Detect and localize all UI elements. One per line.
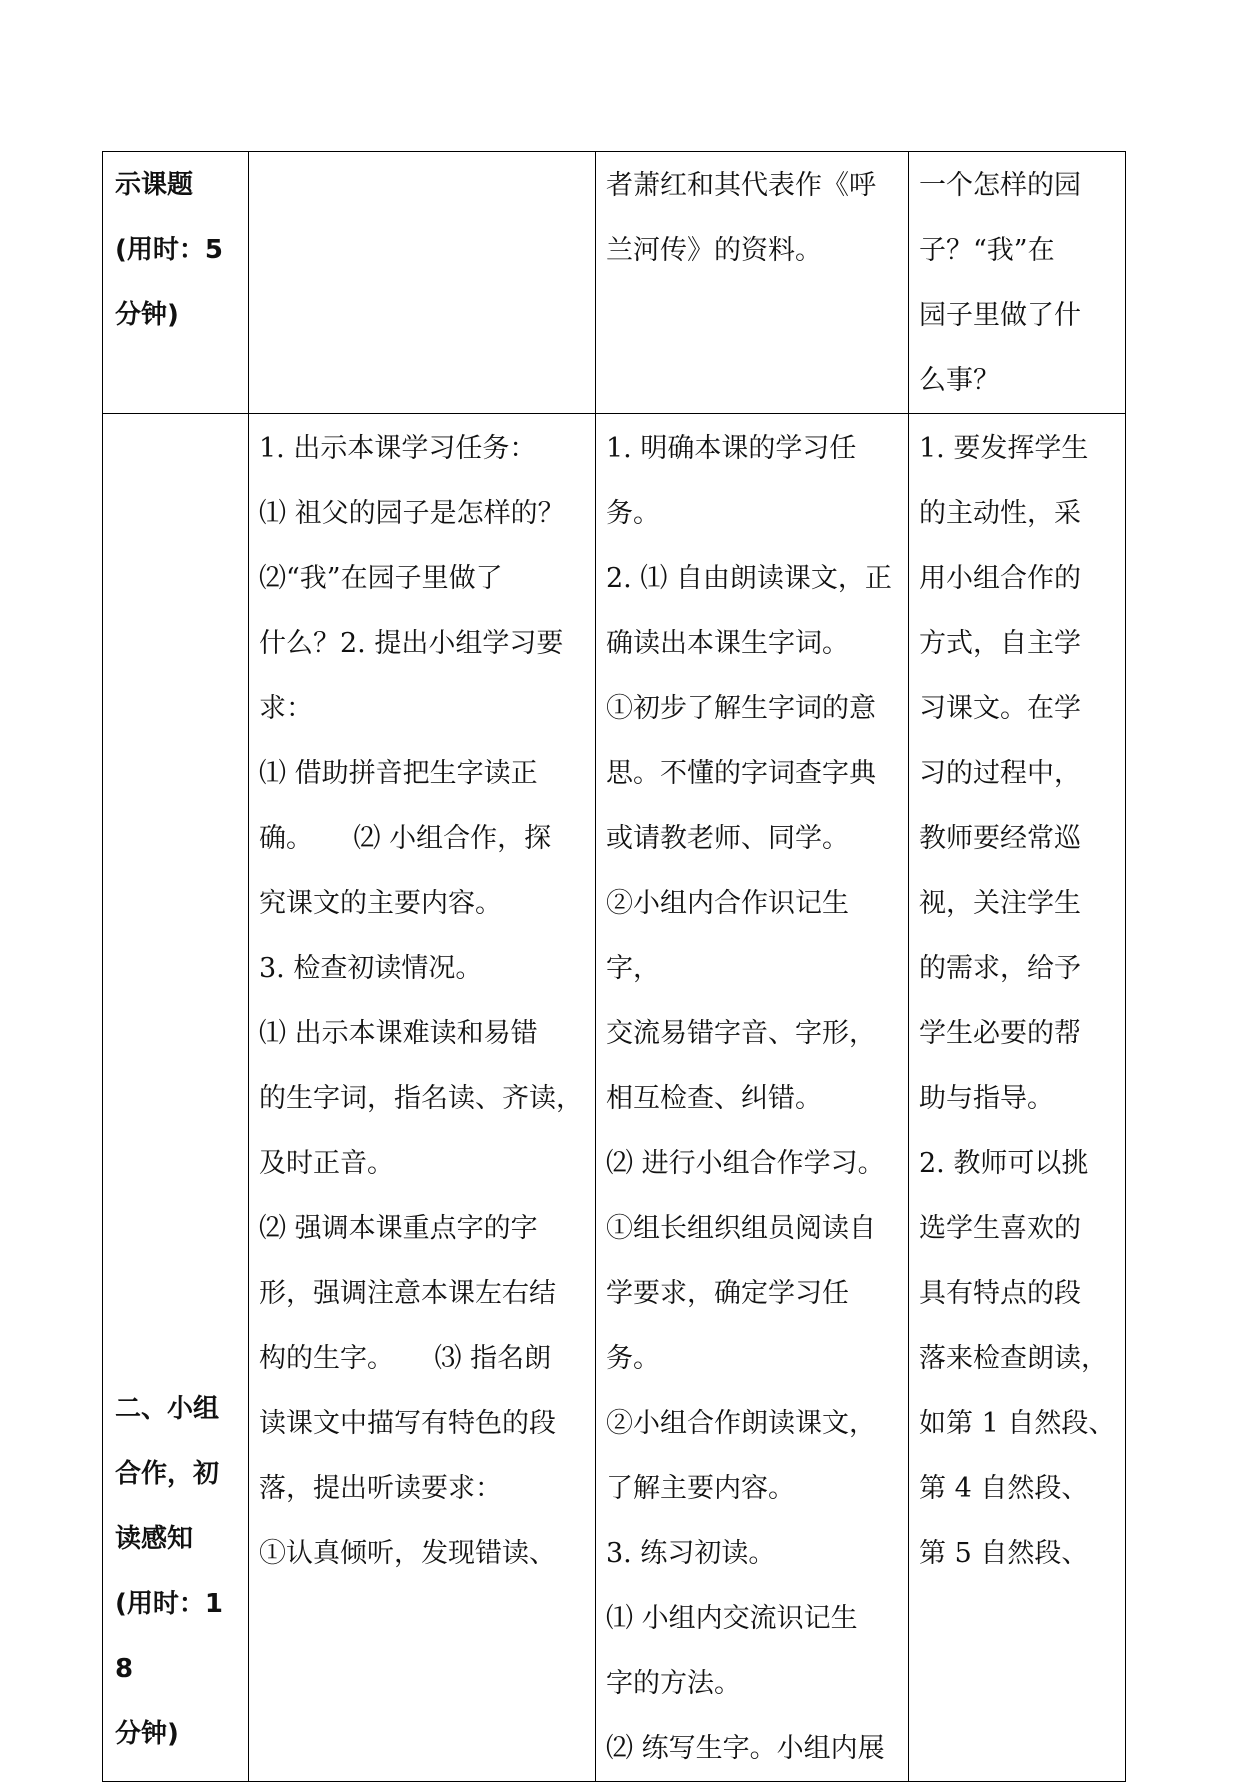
design-line: 的主动性，采 (919, 498, 1081, 529)
design-line: 方式，自主学 (919, 628, 1081, 659)
design-line: 第 4 自然段、 (919, 1473, 1089, 1504)
teacher-line: 究课文的主要内容。 (259, 888, 502, 919)
design-line: 第 5 自然段、 (919, 1538, 1089, 1569)
design-line: 习课文。在学 (919, 693, 1081, 724)
teacher-line: 落，提出听读要求： (259, 1473, 502, 1504)
student-line: 兰河传》的资料。 (606, 235, 822, 266)
design-line: 具有特点的段 (919, 1278, 1081, 1309)
student-line: 2. ⑴ 自由朗读课文，正 (606, 563, 892, 594)
stage-cell (103, 152, 249, 414)
lesson-plan-table (102, 151, 1126, 1782)
stage-line: 读感知 (115, 1524, 194, 1554)
teacher-line: 3. 检查初读情况。 (259, 953, 483, 984)
teacher-line: 及时正音。 (259, 1148, 394, 1179)
table-row (103, 414, 1126, 1782)
student-activity-cell (596, 152, 909, 414)
student-line: ①初步了解生字词的意 (606, 693, 876, 724)
student-line: 3. 练习初读。 (606, 1538, 776, 1569)
teacher-line: ⑴ 祖父的园子是怎样的？ (259, 498, 565, 529)
stage-line: 分钟) (115, 300, 179, 330)
student-line: 或请教老师、同学。 (606, 823, 849, 854)
stage-line: 分钟) (115, 1719, 179, 1749)
student-line: 了解主要内容。 (606, 1473, 795, 1504)
teacher-line: ⑵“我”在园子里做了 (259, 563, 503, 594)
design-line: 的需求，给予 (919, 953, 1081, 984)
student-line: ⑵ 练写生字。小组内展 (606, 1733, 885, 1764)
design-line: 用小组合作的 (919, 563, 1081, 594)
student-line: 1. 明确本课的学习任务。 (606, 433, 857, 529)
design-line: 如第 1 自然段、 (919, 1408, 1116, 1439)
design-line: 落来检查朗读， (919, 1343, 1108, 1374)
student-line: 者萧红和其代表作《呼 (606, 170, 876, 201)
stage-line: 二、小组 (115, 1394, 220, 1424)
student-line: 相互检查、纠错。 (606, 1083, 822, 1114)
stage-line: 示课题 (115, 170, 194, 200)
teacher-activity-cell (249, 414, 596, 1782)
teacher-line: ⑴ 出示本课难读和易错 (259, 1018, 538, 1049)
student-line: ①组长组织组员阅读自 (606, 1213, 876, 1244)
design-intent-cell (909, 414, 1126, 1782)
teacher-line: 形，强调注意本课左右结 (259, 1278, 556, 1309)
student-activity-cell (596, 414, 909, 1782)
design-line: 选学生喜欢的 (919, 1213, 1081, 1244)
student-line: ⑵ 进行小组合作学习。 (606, 1148, 885, 1179)
design-line: 学生必要的帮 (919, 1018, 1081, 1049)
design-line: 2. 教师可以挑 (919, 1148, 1089, 1179)
student-line: 思。不懂的字词查字典 (606, 758, 876, 789)
student-line: 学要求，确定学习任务。 (606, 1278, 849, 1374)
design-line: 助与指导。 (919, 1083, 1054, 1114)
design-line: 教师要经常巡 (919, 823, 1081, 854)
teacher-line: 确。 ⑵ 小组合作，探 (259, 823, 552, 854)
teacher-line: ①认真倾听，发现错读、 (259, 1538, 556, 1569)
stage-line: (用时：5 (115, 235, 223, 265)
design-line: 1. 要发挥学生 (919, 433, 1089, 464)
student-line: ②小组内合作识记生字， (606, 888, 849, 984)
design-intent-cell (909, 152, 1126, 414)
design-line: 么事？ (919, 365, 1000, 396)
design-line: 园子里做了什 (919, 300, 1081, 331)
design-line: 一个怎样的园 (919, 170, 1081, 201)
student-line: ②小组合作朗读课文， (606, 1408, 876, 1439)
student-line: 字的方法。 (606, 1668, 741, 1699)
teacher-activity-cell (249, 152, 596, 414)
teacher-line: 构的生字。 ⑶ 指名朗 (259, 1343, 552, 1374)
teacher-line: 读课文中描写有特色的段 (259, 1408, 556, 1439)
teacher-line: ⑵ 强调本课重点字的字 (259, 1213, 538, 1244)
table-row (103, 152, 1126, 414)
student-line: ⑴ 小组内交流识记生 (606, 1603, 858, 1634)
design-line: 子？“我”在 (919, 235, 1055, 266)
design-line: 视，关注学生 (919, 888, 1081, 919)
teacher-line: 什么？2. 提出小组学习要 (259, 628, 564, 659)
design-line: 习的过程中， (919, 758, 1081, 789)
teacher-line: 的生字词，指名读、齐读， (259, 1083, 583, 1114)
teacher-line: 1. 出示本课学习任务： (259, 433, 537, 464)
teacher-line: 求： (259, 693, 313, 724)
student-line: 确读出本课生字词。 (606, 628, 849, 659)
stage-line: (用时：18 (115, 1589, 223, 1684)
stage-line: 合作，初 (115, 1459, 220, 1489)
stage-cell (103, 414, 249, 1782)
student-line: 交流易错字音、字形， (606, 1018, 876, 1049)
teacher-line: ⑴ 借助拼音把生字读正 (259, 758, 538, 789)
